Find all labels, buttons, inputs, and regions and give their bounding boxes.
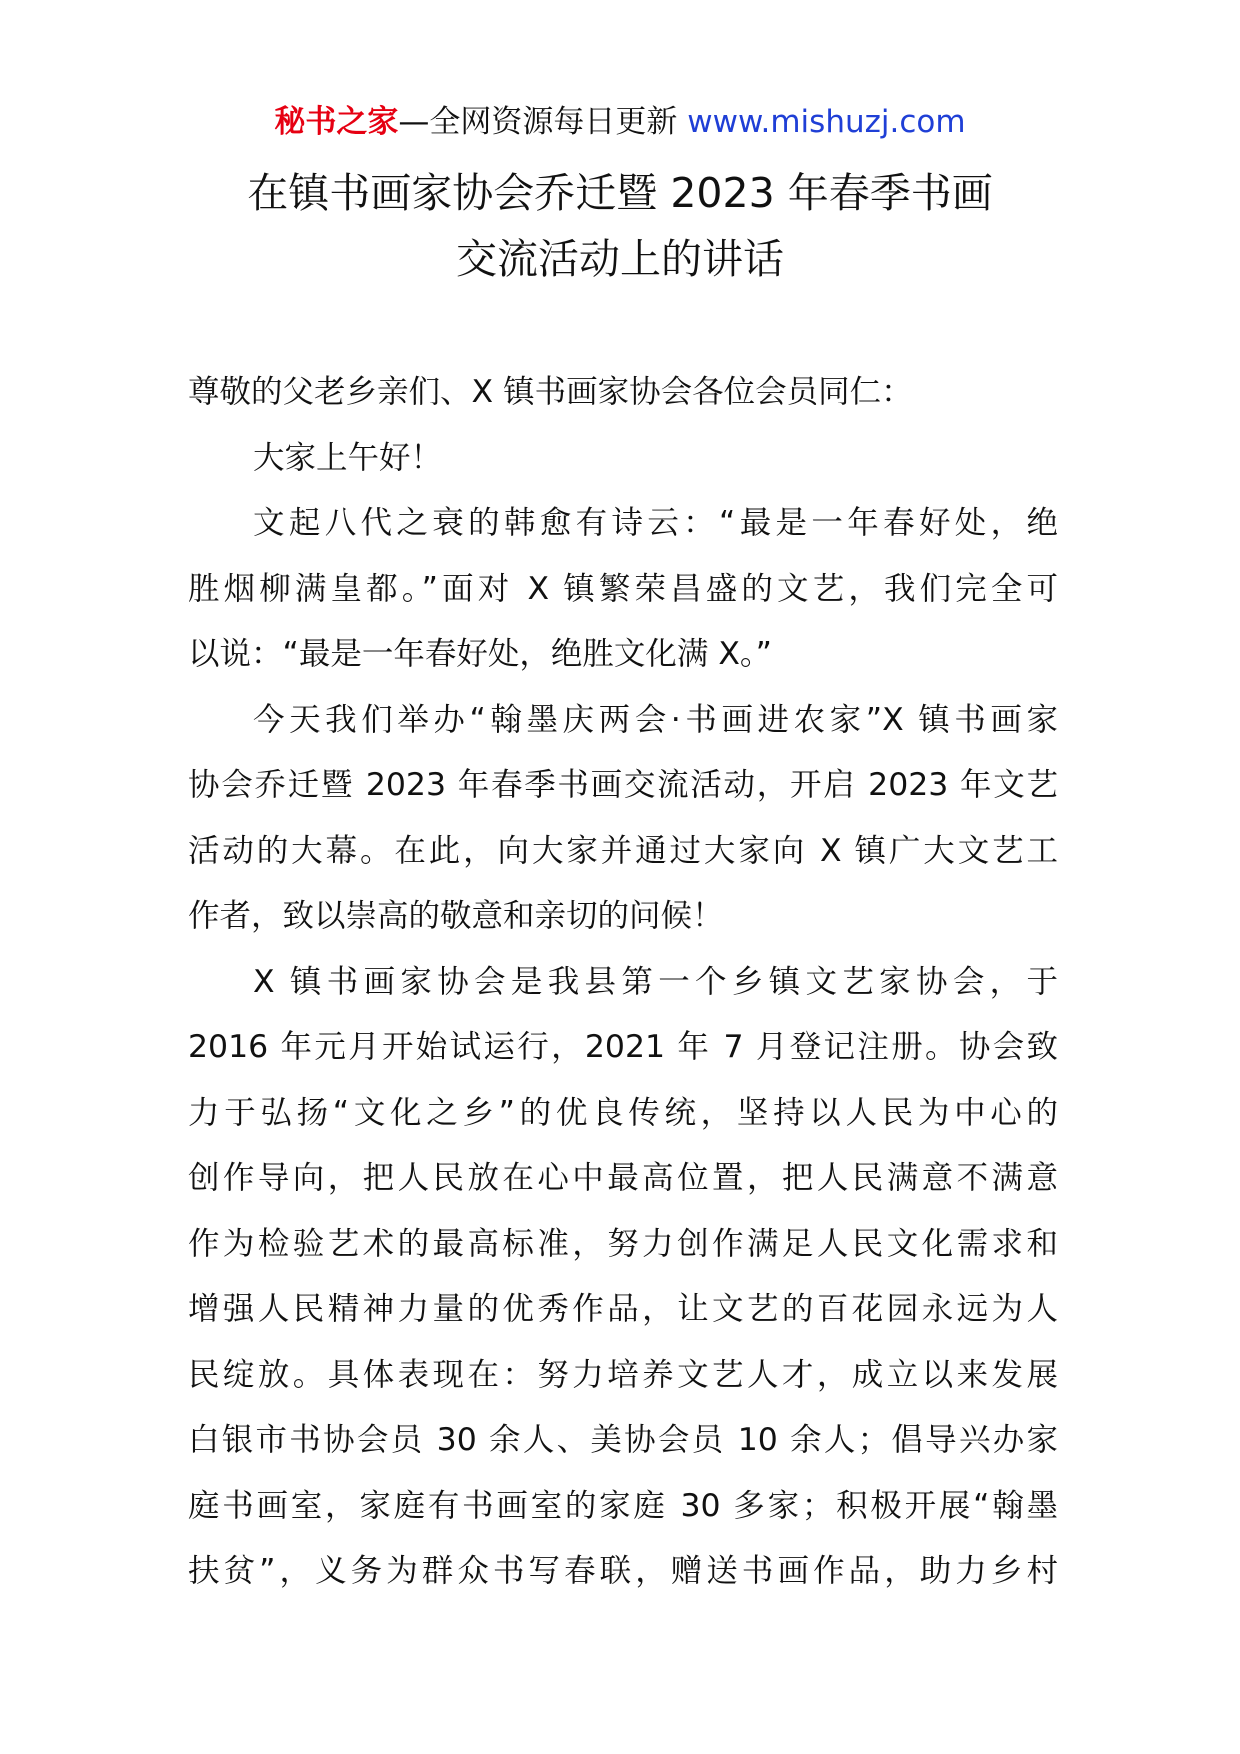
paragraph-line: 力于弘扬“文化之乡”的优良传统，坚持以人民为中心的 (188, 1094, 1058, 1131)
site-url-link[interactable]: www.mishuzj.com (687, 104, 966, 140)
paragraph-line: 文起八代之衰的韩愈有诗云：“最是一年春好处，绝 (253, 505, 1058, 541)
paragraph-1 (188, 491, 1058, 688)
paragraph-line: 今天我们举办“翰墨庆两会·书画进农家”X 镇书画家 (253, 701, 1058, 738)
site-tagline: —全网资源每日更新 (398, 104, 678, 140)
paragraph-line: 增强人民精神力量的优秀作品，让文艺的百花园永远为人 (188, 1291, 1058, 1327)
title-line-2: 交流活动上的讲话 (456, 235, 784, 283)
paragraph-line: 2016 年元月开始试运行，2021 年 7 月登记注册。协会致 (188, 1029, 1058, 1065)
paragraph-line: 活动的大幕。在此，向大家并通过大家向 X 镇广大文艺工 (188, 832, 1058, 869)
document-body (188, 360, 1058, 1605)
paragraph-line: X 镇书画家协会是我县第一个乡镇文艺家协会，于 (253, 963, 1058, 1000)
paragraph-line: 作者，致以崇高的敬意和亲切的问候！ (188, 898, 724, 934)
paragraph-line: 庭书画室，家庭有书画室的家庭 30 多家；积极开展“翰墨 (188, 1487, 1058, 1524)
salutation: 尊敬的父老乡亲们、X 镇书画家协会各位会员同仁： (188, 374, 913, 410)
document-title (120, 160, 1120, 292)
site-brand: 秘书之家 (274, 104, 399, 140)
paragraph-line: 作为检验艺术的最高标准，努力创作满足人民文化需求和 (188, 1225, 1058, 1262)
paragraph-line: 以说：“最是一年春好处，绝胜文化满 X。” (188, 636, 772, 672)
paragraph-line: 白银市书协会员 30 余人、美协会员 10 余人；倡导兴办家 (188, 1422, 1058, 1458)
paragraph-line: 扶贫”，义务为群众书写春联，赠送书画作品，助力乡村 (188, 1553, 1058, 1589)
paragraph-line: 协会乔迁暨 2023 年春季书画交流活动，开启 2023 年文艺 (188, 767, 1058, 803)
paragraph-line: 民绽放。具体表现在：努力培养文艺人才，成立以来发展 (188, 1356, 1058, 1393)
paragraph-2 (188, 688, 1058, 950)
site-header (0, 100, 1240, 144)
paragraph-3 (188, 950, 1058, 1605)
greeting: 大家上午好！ (253, 439, 443, 476)
title-line-1: 在镇书画家协会乔迁暨 2023 年春季书画 (247, 169, 993, 217)
paragraph-line: 创作导向，把人民放在心中最高位置，把人民满意不满意 (188, 1160, 1058, 1196)
paragraph-line: 胜烟柳满皇都。”面对 X 镇繁荣昌盛的文艺，我们完全可 (188, 570, 1058, 607)
